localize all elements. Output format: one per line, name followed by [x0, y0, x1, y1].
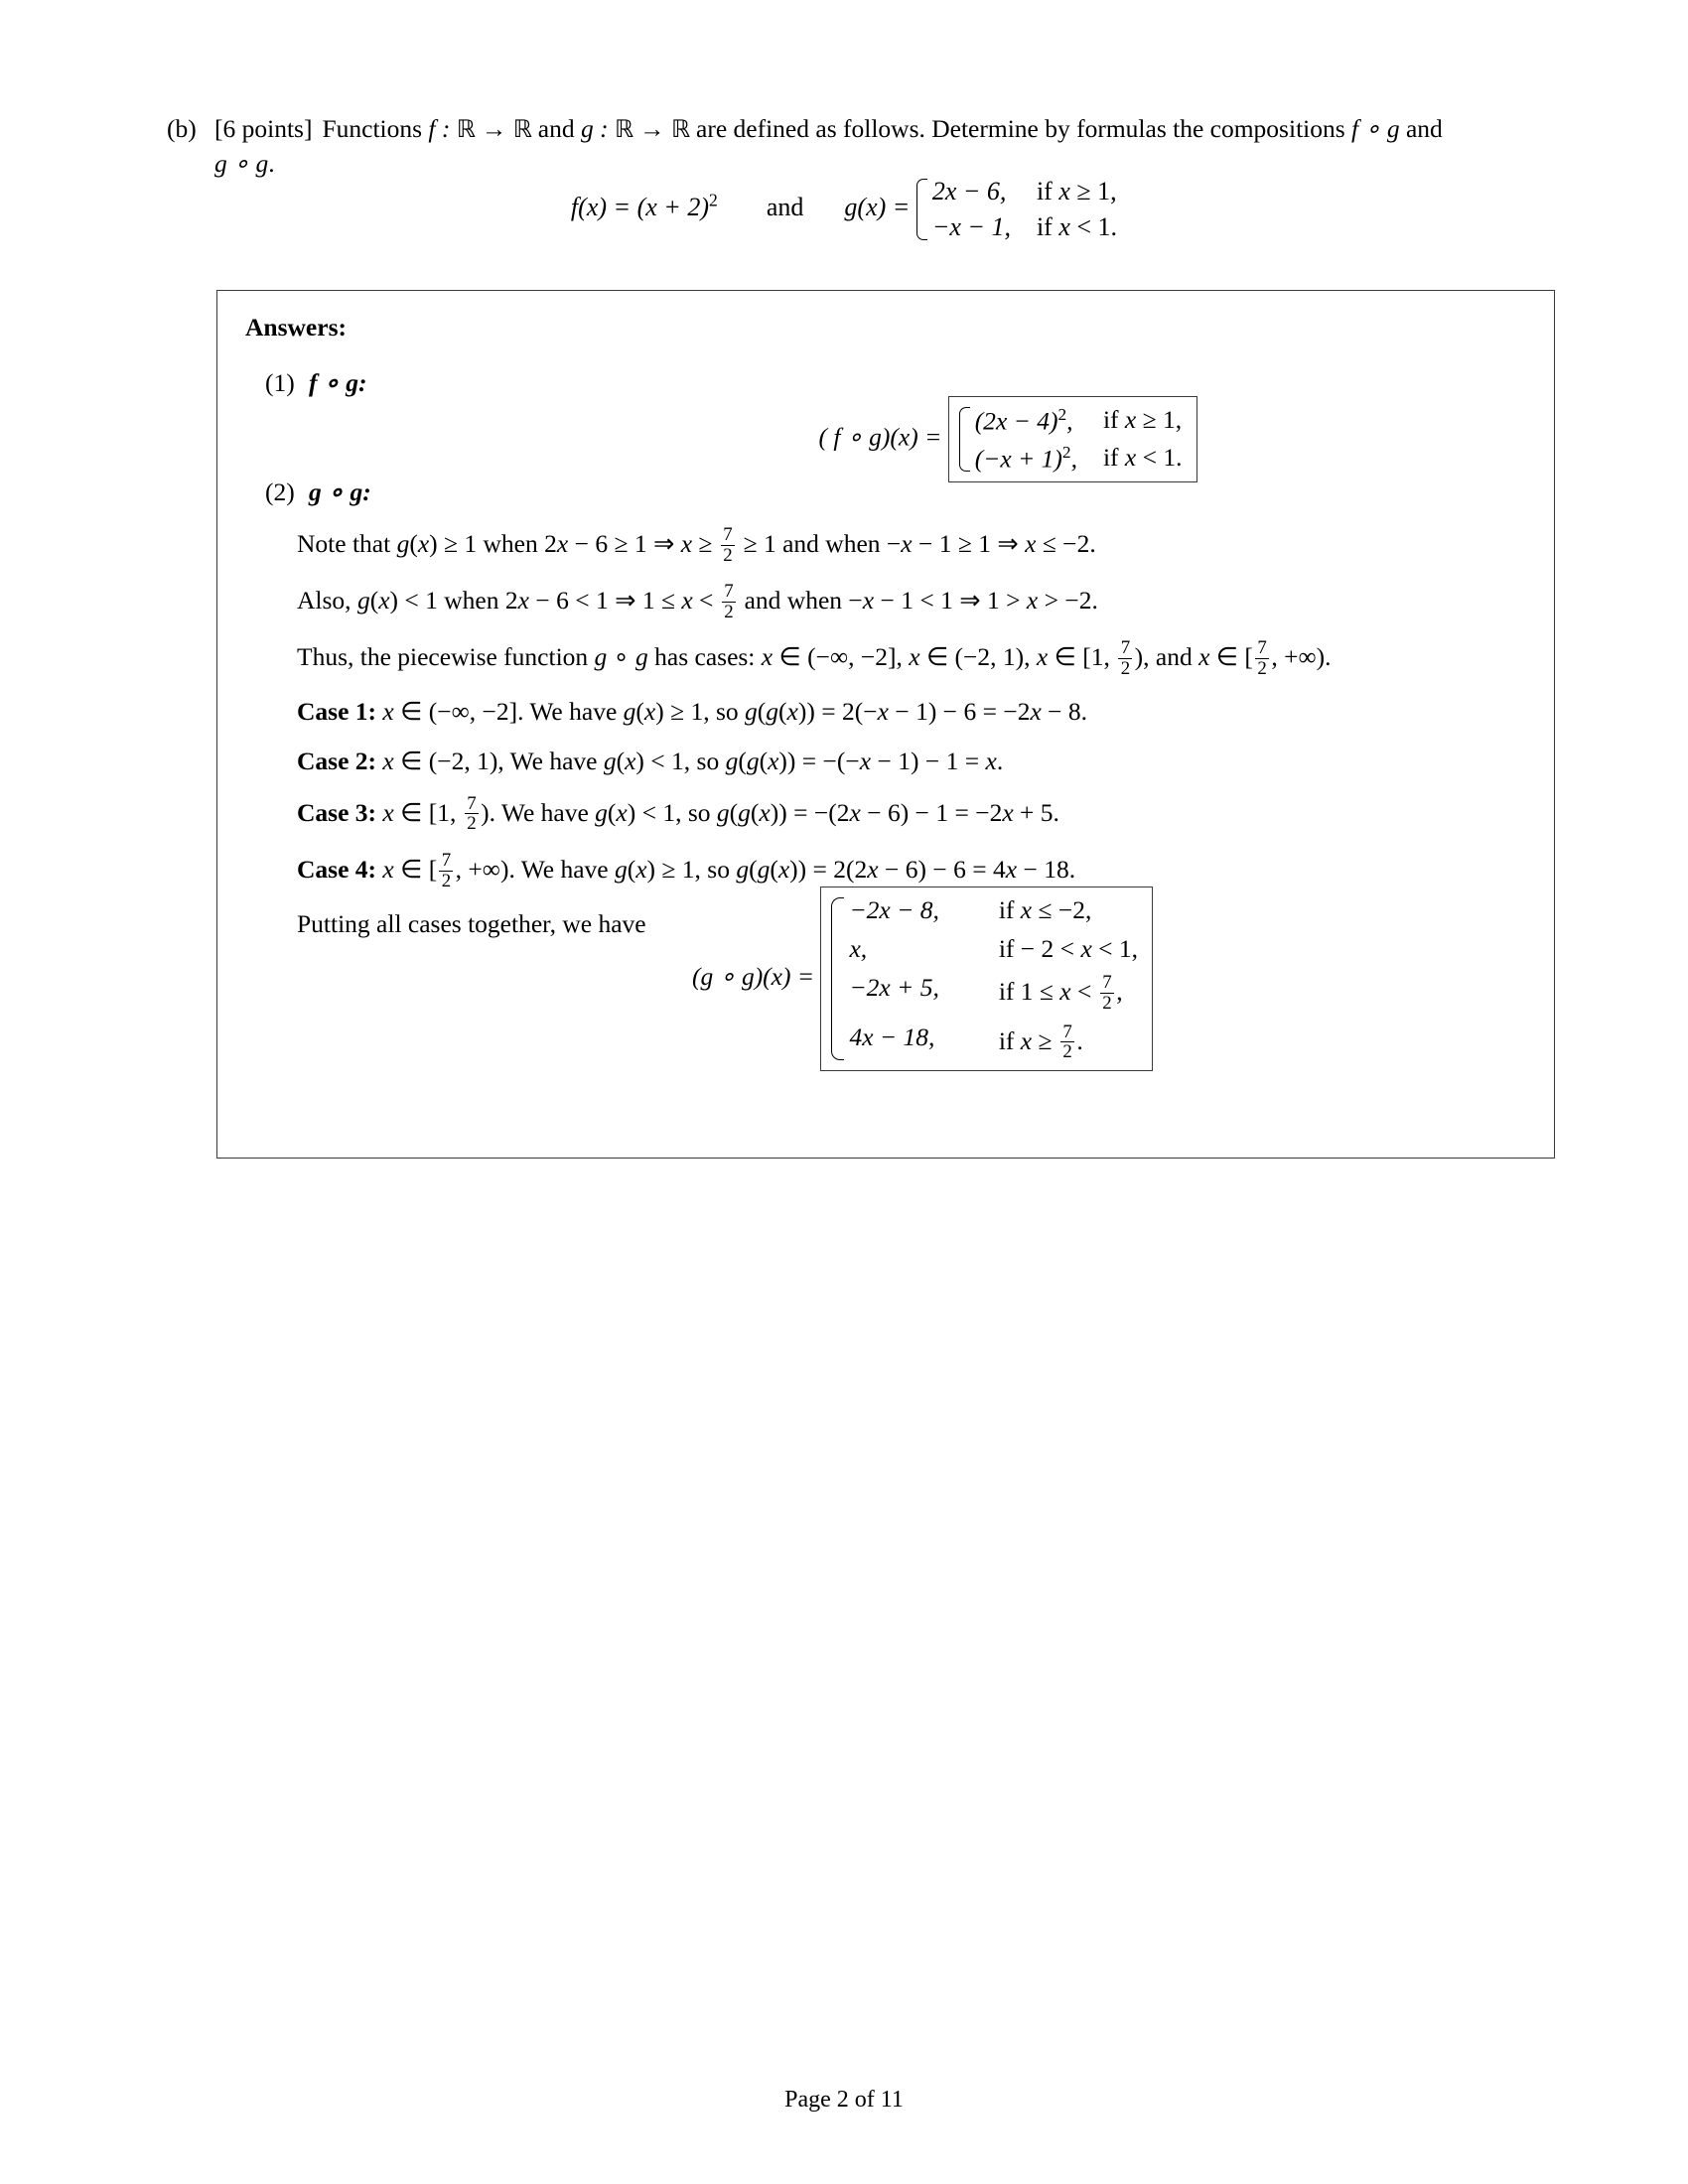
g-definition-cases: [916, 177, 1117, 242]
work-line-1: Note that g(x) ≥ 1 when 2x − 6 ≥ 1 ⇒ x ≥ $\frac{7}{2}$ ≥ 1 and when −x − 1 ≥ 1 ⇒ x ≤ −2.: [297, 524, 1096, 566]
g-case2-expr: −x − 1,: [931, 212, 1011, 241]
f-definition: $f(x) = (x + 2)^2$: [570, 190, 718, 221]
work-line-case-2: Case 2: x ∈ (−2, 1), We have g(x) < 1, so g(g(x)) = −(−x − 1) − 1 = x.: [297, 747, 1004, 776]
fg-lhs: ( f ∘ g)(x) =: [818, 422, 942, 452]
answer-item-1: [265, 368, 366, 398]
answer-item-2-label: g ∘ g:: [309, 478, 371, 506]
composition-g-g: g ∘ g: [214, 149, 269, 179]
work-line-case-4: Case 4: x ∈ [ $\frac{7}{2}$ , +∞). We have g(x) ≥ 1, so g(g(x)) = 2(2x − 6) − 6 = 4x − 18.: [297, 849, 1076, 891]
fg-answer-box: [948, 396, 1197, 482]
gg-row1-cond: if x ≤ −2,: [998, 895, 1092, 924]
case-3-label: Case 3:: [297, 797, 377, 827]
fg-case1-expr: $(2x - 4)^2$,: [974, 405, 1073, 436]
function-f-declaration: f : ℝ → ℝ: [428, 114, 532, 143]
gg-row2-cond: if − 2 < x < 1,: [998, 934, 1139, 963]
question-text-part2: are defined as follows. Determine by formulas the compositions: [696, 114, 1345, 143]
fg-case2-cond: if x < 1.: [1102, 442, 1183, 472]
composition-f-g: f ∘ g: [1351, 114, 1400, 143]
case-2-label: Case 2:: [297, 747, 377, 776]
case-1-label: Case 1:: [297, 697, 377, 727]
function-definitions: [0, 177, 1688, 242]
gg-row1-expr: −2x − 8,: [849, 895, 939, 924]
work-line-case-1: Case 1: x ∈ (−∞, −2]. We have g(x) ≥ 1, so g(g(x)) = 2(−x − 1) − 6 = −2x − 8.: [297, 697, 1088, 727]
fg-result-equation: [511, 396, 1504, 482]
question-label: (b): [167, 114, 197, 143]
question-period: .: [268, 149, 275, 179]
gg-answer-box: [820, 887, 1153, 1071]
answer-item-1-number: (1): [265, 368, 295, 397]
g-definition-lhs: g(x) =: [844, 192, 911, 221]
answers-title: Answers:: [245, 313, 347, 341]
case-4-label: Case 4:: [297, 854, 377, 884]
page-footer: Page 2 of 11: [784, 2087, 904, 2113]
work-line-conclusion: Putting all cases together, we have: [297, 908, 646, 938]
gg-lhs: (g ∘ g)(x) =: [691, 961, 815, 991]
g-case1-cond: if x ≥ 1,: [1036, 177, 1117, 205]
gg-result-equation: [426, 887, 1419, 1071]
question-text: [214, 111, 1557, 182]
gg-row3-expr: −2x + 5,: [849, 973, 939, 1002]
fg-case2-expr: $(-x + 1)^2$,: [974, 442, 1077, 473]
gg-row4-expr: 4x − 18,: [849, 1022, 935, 1051]
definition-and: and: [766, 192, 804, 221]
fg-cases: [959, 405, 1183, 474]
gg-row2-expr: x,: [849, 934, 868, 963]
gg-row3-cond: if 1 ≤ x < $\frac{7}{2}$ ,: [998, 972, 1123, 1014]
question-block: [167, 111, 1557, 182]
work-line-2: Also, g(x) < 1 when 2x − 6 < 1 ⇒ 1 ≤ x < $\frac{7}{2}$ and when −x − 1 < 1 ⇒ 1 > x > −2.: [297, 581, 1098, 622]
function-g-declaration: g : ℝ → ℝ: [581, 114, 690, 143]
question-text-part1: Functions: [322, 114, 423, 143]
gg-row4-cond: if x ≥ $\frac{7}{2}$ .: [998, 1021, 1083, 1063]
gg-cases: [831, 895, 1138, 1062]
answer-item-2: [265, 478, 371, 507]
work-line-case-3: Case 3: x ∈ [1, $\frac{7}{2}$ ). We have g(x) < 1, so g(g(x)) = −(2x − 6) − 1 = −2x + 5.: [297, 792, 1059, 835]
answer-item-2-number: (2): [265, 478, 295, 506]
conjunction-and-2: and: [1405, 114, 1443, 143]
work-line-3: Thus, the piecewise function g ∘ g has cases: x ∈ (−∞, −2], x ∈ (−2, 1), x ∈ [1, $\frac{7}{2}$ ), and x ∈ [ $\frac{7}{2}$ , +∞).: [297, 637, 1332, 680]
answer-item-1-label: f ∘ g:: [309, 368, 367, 397]
g-case2-cond: if x < 1.: [1036, 212, 1118, 241]
g-case1-expr: 2x − 6,: [931, 177, 1007, 205]
question-points: [6 points]: [214, 114, 313, 143]
fg-case1-cond: if x ≥ 1,: [1102, 405, 1183, 434]
conjunction-and-1: and: [537, 114, 575, 143]
answers-box: [216, 290, 1555, 1159]
